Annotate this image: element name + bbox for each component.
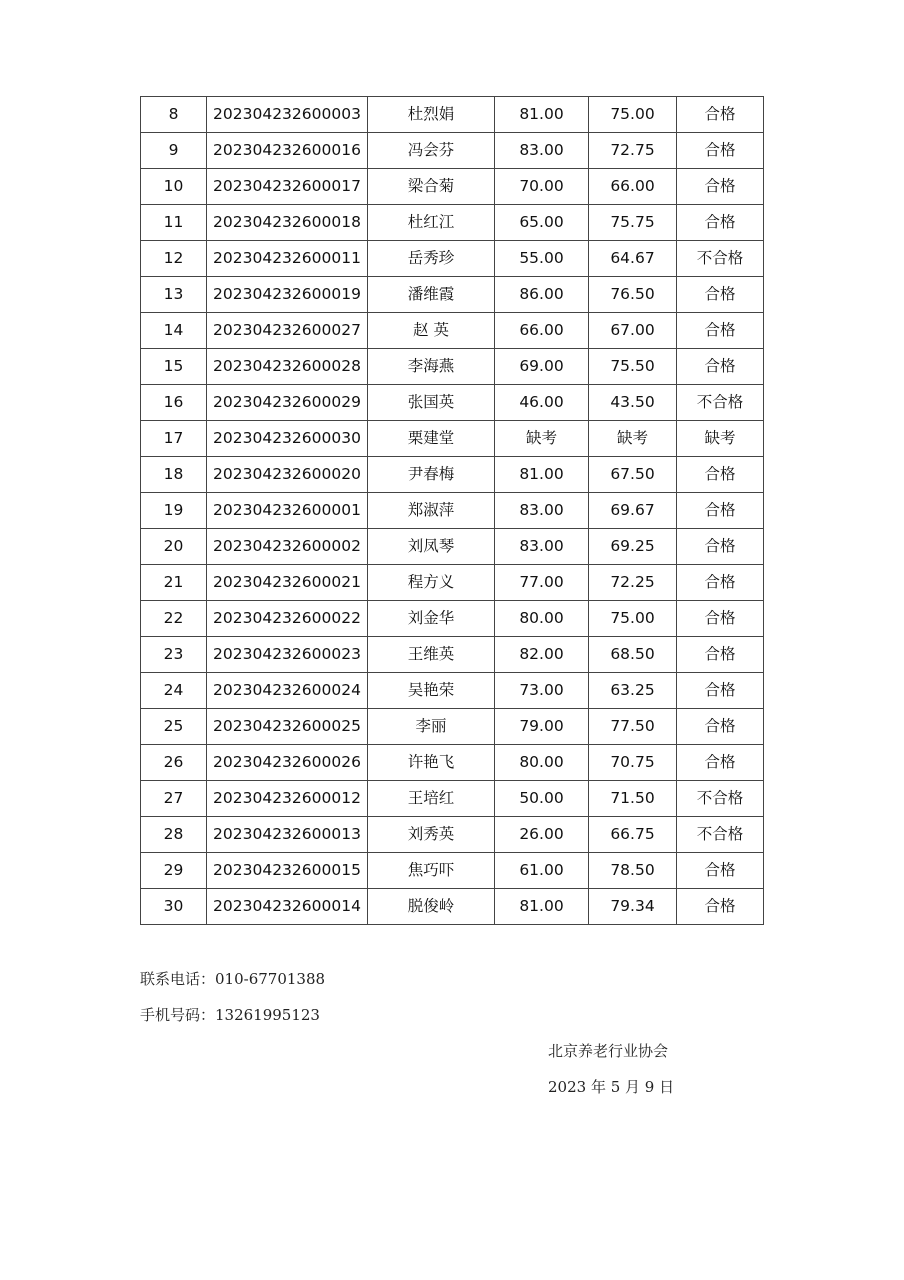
candidate-name: 程方义 xyxy=(368,565,495,601)
candidate-name: 岳秀珍 xyxy=(368,241,495,277)
candidate-id: 202304232600030 xyxy=(207,421,368,457)
theory-score: 83.00 xyxy=(495,529,589,565)
candidate-name: 杜烈娟 xyxy=(368,97,495,133)
candidate-name: 许艳飞 xyxy=(368,745,495,781)
candidate-name: 李丽 xyxy=(368,709,495,745)
theory-score: 70.00 xyxy=(495,169,589,205)
row-number: 24 xyxy=(141,673,207,709)
result-status: 缺考 xyxy=(677,421,764,457)
result-status: 不合格 xyxy=(677,817,764,853)
practical-score: 72.25 xyxy=(589,565,677,601)
theory-score: 86.00 xyxy=(495,277,589,313)
theory-score: 81.00 xyxy=(495,97,589,133)
practical-score: 63.25 xyxy=(589,673,677,709)
candidate-id: 202304232600024 xyxy=(207,673,368,709)
candidate-id: 202304232600023 xyxy=(207,637,368,673)
table-row xyxy=(141,709,764,745)
result-status: 合格 xyxy=(677,349,764,385)
candidate-id: 202304232600016 xyxy=(207,133,368,169)
result-status: 合格 xyxy=(677,673,764,709)
table-row xyxy=(141,277,764,313)
practical-score: 75.50 xyxy=(589,349,677,385)
practical-score: 43.50 xyxy=(589,385,677,421)
practical-score: 70.75 xyxy=(589,745,677,781)
practical-score: 66.00 xyxy=(589,169,677,205)
result-status: 合格 xyxy=(677,457,764,493)
result-status: 合格 xyxy=(677,277,764,313)
result-status: 不合格 xyxy=(677,385,764,421)
row-number: 10 xyxy=(141,169,207,205)
practical-score: 75.00 xyxy=(589,601,677,637)
row-number: 21 xyxy=(141,565,207,601)
practical-score: 68.50 xyxy=(589,637,677,673)
candidate-name: 李海燕 xyxy=(368,349,495,385)
candidate-name: 刘凤琴 xyxy=(368,529,495,565)
table-row xyxy=(141,349,764,385)
candidate-id: 202304232600021 xyxy=(207,565,368,601)
theory-score: 65.00 xyxy=(495,205,589,241)
theory-score: 81.00 xyxy=(495,457,589,493)
theory-score: 80.00 xyxy=(495,601,589,637)
theory-score: 81.00 xyxy=(495,889,589,925)
candidate-id: 202304232600027 xyxy=(207,313,368,349)
practical-score: 76.50 xyxy=(589,277,677,313)
practical-score: 69.67 xyxy=(589,493,677,529)
result-status: 合格 xyxy=(677,529,764,565)
candidate-name: 脱俊岭 xyxy=(368,889,495,925)
candidate-id: 202304232600028 xyxy=(207,349,368,385)
row-number: 8 xyxy=(141,97,207,133)
row-number: 15 xyxy=(141,349,207,385)
practical-score: 78.50 xyxy=(589,853,677,889)
contact-phone: 联系电话：010-67701388 xyxy=(140,970,326,988)
candidate-name: 刘秀英 xyxy=(368,817,495,853)
row-number: 20 xyxy=(141,529,207,565)
practical-score: 67.50 xyxy=(589,457,677,493)
result-status: 合格 xyxy=(677,853,764,889)
candidate-id: 202304232600003 xyxy=(207,97,368,133)
candidate-id: 202304232600015 xyxy=(207,853,368,889)
candidate-id: 202304232600014 xyxy=(207,889,368,925)
issue-date: 2023 年 5 月 9 日 xyxy=(548,1078,675,1096)
row-number: 9 xyxy=(141,133,207,169)
table-row xyxy=(141,817,764,853)
table-row xyxy=(141,673,764,709)
result-status: 不合格 xyxy=(677,781,764,817)
table-row xyxy=(141,241,764,277)
practical-score: 69.25 xyxy=(589,529,677,565)
table-row xyxy=(141,889,764,925)
table-row xyxy=(141,169,764,205)
result-status: 合格 xyxy=(677,709,764,745)
row-number: 27 xyxy=(141,781,207,817)
row-number: 23 xyxy=(141,637,207,673)
theory-score: 61.00 xyxy=(495,853,589,889)
theory-score: 83.00 xyxy=(495,133,589,169)
theory-score: 82.00 xyxy=(495,637,589,673)
practical-score: 66.75 xyxy=(589,817,677,853)
theory-score: 50.00 xyxy=(495,781,589,817)
row-number: 17 xyxy=(141,421,207,457)
theory-score: 46.00 xyxy=(495,385,589,421)
practical-score: 64.67 xyxy=(589,241,677,277)
theory-score: 66.00 xyxy=(495,313,589,349)
theory-score: 83.00 xyxy=(495,493,589,529)
result-status: 合格 xyxy=(677,601,764,637)
table-row xyxy=(141,565,764,601)
candidate-name: 尹春梅 xyxy=(368,457,495,493)
candidate-id: 202304232600002 xyxy=(207,529,368,565)
practical-score: 72.75 xyxy=(589,133,677,169)
result-status: 合格 xyxy=(677,637,764,673)
row-number: 18 xyxy=(141,457,207,493)
table-row xyxy=(141,97,764,133)
row-number: 26 xyxy=(141,745,207,781)
results-table-body xyxy=(141,97,764,925)
candidate-id: 202304232600013 xyxy=(207,817,368,853)
row-number: 11 xyxy=(141,205,207,241)
result-status: 合格 xyxy=(677,565,764,601)
result-status: 合格 xyxy=(677,889,764,925)
candidate-id: 202304232600025 xyxy=(207,709,368,745)
candidate-name: 刘金华 xyxy=(368,601,495,637)
candidate-name: 王培红 xyxy=(368,781,495,817)
row-number: 28 xyxy=(141,817,207,853)
practical-score: 75.00 xyxy=(589,97,677,133)
result-status: 合格 xyxy=(677,97,764,133)
table-row xyxy=(141,745,764,781)
candidate-name: 焦巧吓 xyxy=(368,853,495,889)
result-status: 合格 xyxy=(677,205,764,241)
candidate-name: 栗建堂 xyxy=(368,421,495,457)
row-number: 25 xyxy=(141,709,207,745)
row-number: 13 xyxy=(141,277,207,313)
row-number: 19 xyxy=(141,493,207,529)
candidate-name: 杜红江 xyxy=(368,205,495,241)
result-status: 合格 xyxy=(677,169,764,205)
row-number: 29 xyxy=(141,853,207,889)
theory-score: 80.00 xyxy=(495,745,589,781)
theory-score: 55.00 xyxy=(495,241,589,277)
table-row xyxy=(141,781,764,817)
table-row xyxy=(141,133,764,169)
candidate-id: 202304232600012 xyxy=(207,781,368,817)
candidate-id: 202304232600001 xyxy=(207,493,368,529)
practical-score: 缺考 xyxy=(589,421,677,457)
theory-score: 77.00 xyxy=(495,565,589,601)
candidate-name: 吴艳荣 xyxy=(368,673,495,709)
theory-score: 73.00 xyxy=(495,673,589,709)
theory-score: 69.00 xyxy=(495,349,589,385)
candidate-name: 郑淑萍 xyxy=(368,493,495,529)
candidate-id: 202304232600019 xyxy=(207,277,368,313)
theory-score: 79.00 xyxy=(495,709,589,745)
table-row xyxy=(141,457,764,493)
table-row xyxy=(141,205,764,241)
table-row xyxy=(141,385,764,421)
candidate-id: 202304232600026 xyxy=(207,745,368,781)
result-status: 合格 xyxy=(677,133,764,169)
table-row xyxy=(141,421,764,457)
result-status: 合格 xyxy=(677,745,764,781)
candidate-id: 202304232600029 xyxy=(207,385,368,421)
practical-score: 71.50 xyxy=(589,781,677,817)
table-row xyxy=(141,493,764,529)
candidate-name: 王维英 xyxy=(368,637,495,673)
result-status: 不合格 xyxy=(677,241,764,277)
candidate-name: 冯会芬 xyxy=(368,133,495,169)
result-status: 合格 xyxy=(677,313,764,349)
table-row xyxy=(141,853,764,889)
practical-score: 77.50 xyxy=(589,709,677,745)
candidate-name: 潘维霞 xyxy=(368,277,495,313)
row-number: 22 xyxy=(141,601,207,637)
candidate-name: 梁合菊 xyxy=(368,169,495,205)
table-row xyxy=(141,637,764,673)
candidate-id: 202304232600018 xyxy=(207,205,368,241)
table-row xyxy=(141,313,764,349)
organization-name: 北京养老行业协会 xyxy=(548,1042,669,1060)
practical-score: 79.34 xyxy=(589,889,677,925)
candidate-id: 202304232600011 xyxy=(207,241,368,277)
practical-score: 75.75 xyxy=(589,205,677,241)
table-row xyxy=(141,601,764,637)
row-number: 12 xyxy=(141,241,207,277)
candidate-name: 赵 英 xyxy=(368,313,495,349)
results-table xyxy=(140,96,764,925)
candidate-id: 202304232600017 xyxy=(207,169,368,205)
candidate-id: 202304232600020 xyxy=(207,457,368,493)
candidate-name: 张国英 xyxy=(368,385,495,421)
theory-score: 26.00 xyxy=(495,817,589,853)
table-row xyxy=(141,529,764,565)
row-number: 30 xyxy=(141,889,207,925)
practical-score: 67.00 xyxy=(589,313,677,349)
result-status: 合格 xyxy=(677,493,764,529)
row-number: 14 xyxy=(141,313,207,349)
theory-score: 缺考 xyxy=(495,421,589,457)
mobile-phone: 手机号码：13261995123 xyxy=(140,1006,320,1024)
row-number: 16 xyxy=(141,385,207,421)
candidate-id: 202304232600022 xyxy=(207,601,368,637)
